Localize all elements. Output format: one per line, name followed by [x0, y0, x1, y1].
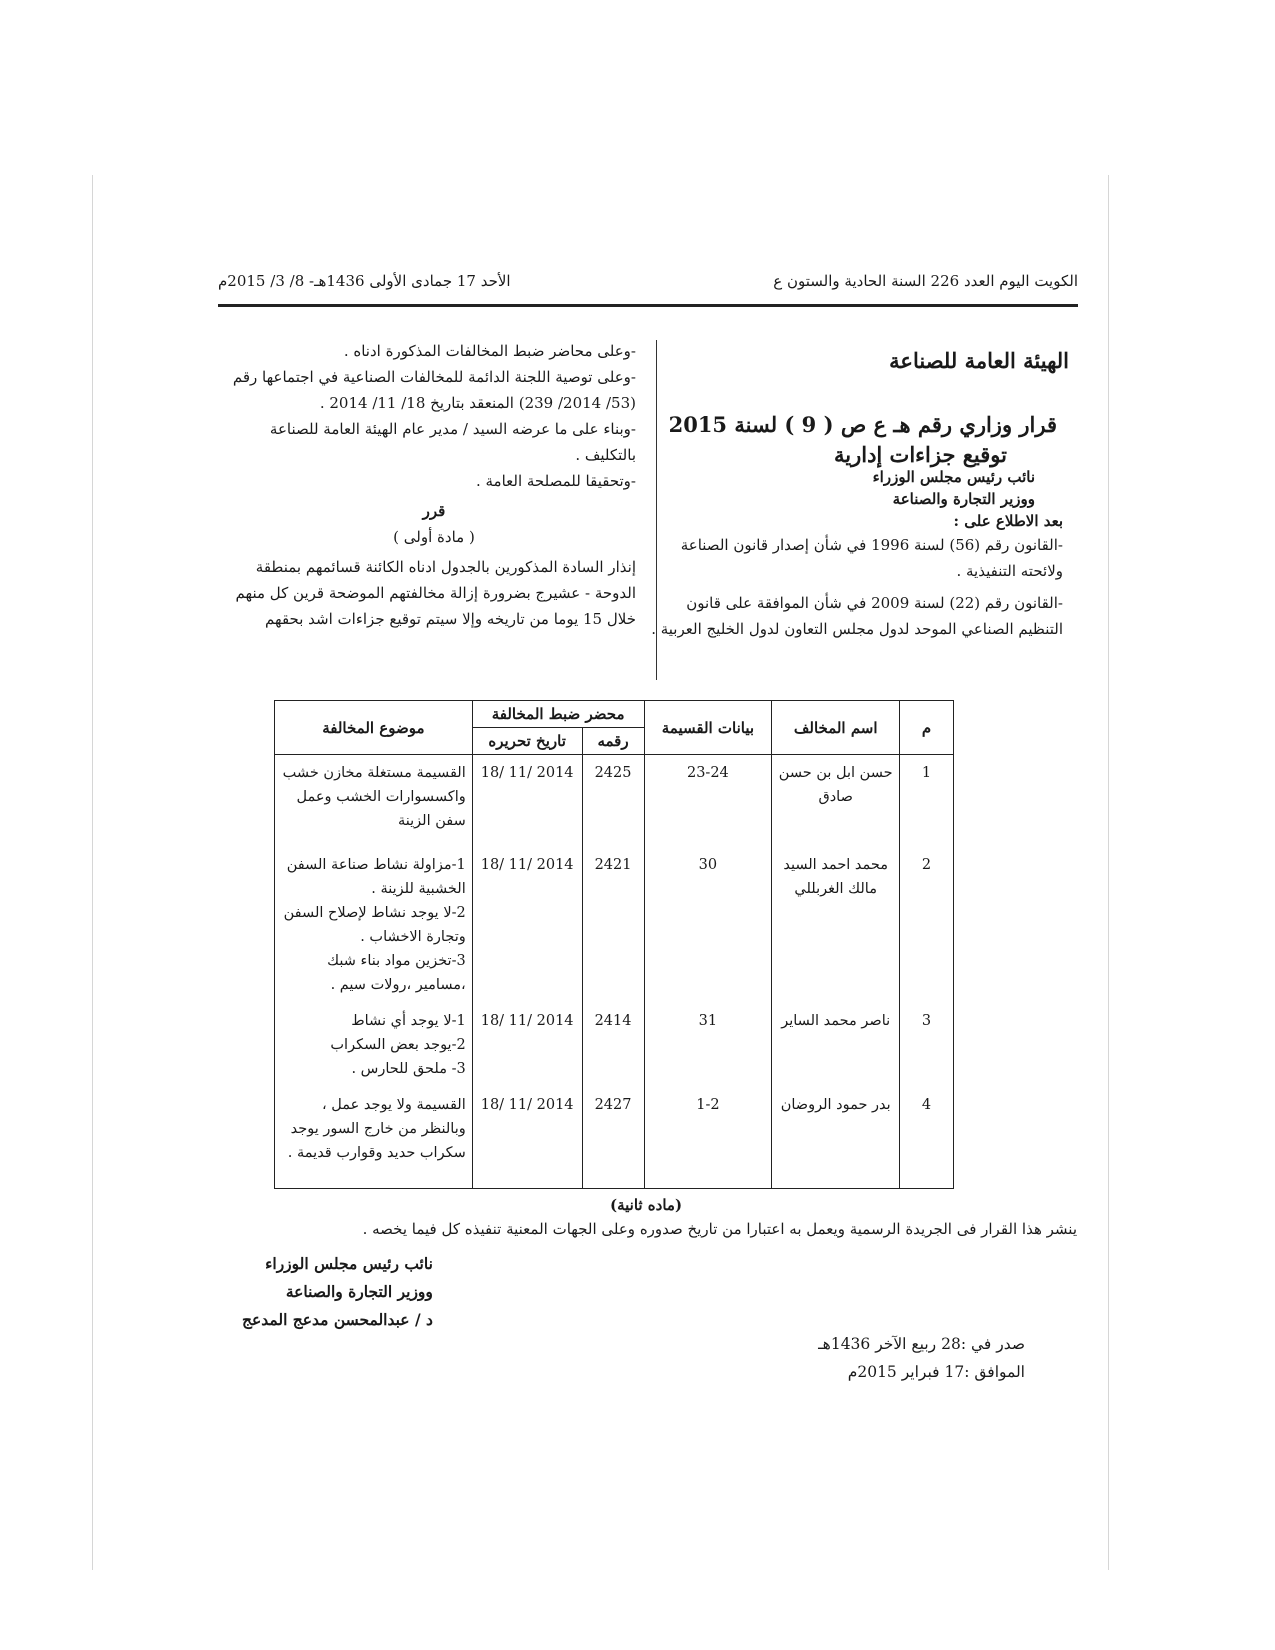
- cell-num: 1: [900, 755, 954, 847]
- issuer-line-2: ووزير التجارة والصناعة: [892, 490, 1035, 508]
- issued-gregorian: الموافق :17 فبراير 2015م: [847, 1363, 1025, 1381]
- preamble-item-2: -القانون رقم (22) لسنة 2009 في شأن الموافقة على قانون التنظيم الصناعي الموحد لدول مجلس التعاون لدول الخليج العربية .: [651, 594, 1063, 638]
- issued-hijri: صدر في :28 ربيع الآخر 1436هـ: [818, 1335, 1025, 1353]
- header-issue-info: الكويت اليوم العدد 226 السنة الحادية والستون ع: [773, 272, 1078, 290]
- col-header-name: اسم المخالف: [772, 701, 900, 755]
- col-header-num: م: [900, 701, 954, 755]
- cell-subject: [275, 847, 473, 1003]
- decree-subtitle: توقيع جزاءات إدارية: [833, 442, 1007, 467]
- table-row: [275, 847, 954, 1003]
- col-header-record-no: رقمه: [582, 728, 644, 755]
- violations-table: [274, 700, 954, 1189]
- cell-num: 2: [900, 847, 954, 1003]
- cell-subject: [275, 1003, 473, 1087]
- authority-name: الهيئة العامة للصناعة: [889, 348, 1069, 373]
- cell-record-no: 2427: [582, 1087, 644, 1189]
- col-header-record: محضر ضبط المخالفة: [472, 701, 644, 728]
- preamble-item-1: -القانون رقم (56) لسنة 1996 في شأن إصدار قانون الصناعة ولائحته التنفيذية .: [680, 536, 1063, 580]
- cell-subject: [275, 755, 473, 847]
- header-rule: [218, 304, 1078, 307]
- col-header-plot: بيانات القسيمة: [644, 701, 772, 755]
- cell-num: 4: [900, 1087, 954, 1189]
- col-header-record-date: تاريخ تحريره: [472, 728, 582, 755]
- closing-signature: [242, 1250, 433, 1334]
- cell-record-date: 18/ 11/ 2014: [472, 847, 582, 1003]
- cell-name: حسن ابل بن حسن صادق: [772, 755, 900, 847]
- table-row: [275, 755, 954, 847]
- review-heading: بعد الاطلاع على :: [953, 512, 1063, 530]
- issue-date-block: [818, 1330, 1025, 1386]
- subject-line: 1-مزاولة نشاط صناعة السفن الخشبية للزينة .: [286, 856, 466, 897]
- signature-line-2: ووزير التجارة والصناعة: [285, 1282, 433, 1301]
- decree-title: قرار وزاري رقم هـ ع ص ( 9 ) لسنة 2015: [668, 412, 1057, 437]
- preamble-left-1: -وعلى محاضر ضبط المخالفات المذكورة ادناه .: [343, 342, 636, 360]
- signature-line-1: نائب رئيس مجلس الوزراء: [265, 1254, 433, 1273]
- preamble-left-3: -وبناء على ما عرضه السيد / مدير عام الهيئة العامة للصناعة بالتكليف .: [269, 420, 636, 464]
- left-column: [232, 338, 636, 632]
- cell-name: بدر حمود الروضان: [772, 1087, 900, 1189]
- article-2-heading: (ماده ثانية): [610, 1196, 683, 1214]
- col-header-subject: موضوع المخالفة: [275, 701, 473, 755]
- signature-name: د / عبدالمحسن مدعج المدعج: [242, 1310, 433, 1329]
- issuer-line-1: نائب رئيس مجلس الوزراء: [872, 468, 1035, 486]
- subject-line: 2-لا يوجد نشاط لإصلاح السفن وتجارة الاخشاب .: [283, 904, 466, 945]
- article-2-text: ينشر هذا القرار فى الجريدة الرسمية ويعمل به اعتبارا من تاريخ صدوره وعلى الجهات المعنية تنفيذه كل فيما يخصه .: [362, 1220, 1077, 1238]
- cell-record-no: 2425: [582, 755, 644, 847]
- subject-line: القسيمة مستغلة مخازن خشب واكسسوارات الخشب وعمل سفن الزينة: [282, 765, 466, 829]
- page-edge-right: [1108, 175, 1109, 1570]
- page-edge-left: [92, 175, 93, 1570]
- preamble-left-2: -وعلى توصية اللجنة الدائمة للمخالفات الصناعية في اجتماعها رقم (53/ 2014/ 239) المنعقد بتاريخ 18/ 11/ 2014 .: [232, 368, 636, 412]
- cell-plot: 30: [644, 847, 772, 1003]
- cell-name: ناصر محمد الساير: [772, 1003, 900, 1087]
- subject-line: القسيمة ولا يوجد عمل ، وبالنظر من خارج السور يوجد سكراب حديد وقوارب قديمة .: [287, 1096, 466, 1161]
- cell-record-no: 2421: [582, 847, 644, 1003]
- decided-heading: قرر: [422, 502, 446, 520]
- cell-record-no: 2414: [582, 1003, 644, 1087]
- subject-line: 2-يوجد بعض السكراب: [330, 1036, 466, 1053]
- table-header-row: [275, 701, 954, 728]
- subject-line: 1-لا يوجد أي نشاط: [351, 1012, 466, 1029]
- gazette-header: [218, 272, 1078, 298]
- cell-plot: 1-2: [644, 1087, 772, 1189]
- cell-num: 3: [900, 1003, 954, 1087]
- table-row: [275, 1087, 954, 1189]
- cell-plot: 23-24: [644, 755, 772, 847]
- right-column: [643, 468, 1063, 642]
- article-1-heading: ( مادة أولى ): [393, 528, 475, 546]
- subject-line: 3-تخزين مواد بناء شبك ،مسامير ،رولات سيم .: [327, 952, 466, 993]
- cell-name: محمد احمد السيد مالك الغربللي: [772, 847, 900, 1003]
- cell-record-date: 18/ 11/ 2014: [472, 1087, 582, 1189]
- cell-plot: 31: [644, 1003, 772, 1087]
- header-date: الأحد 17 جمادى الأولى 1436هـ- 8/ 3/ 2015م: [218, 272, 511, 290]
- table-row: [275, 1003, 954, 1087]
- article-1-text: إنذار السادة المذكورين بالجدول ادناه الكائنة قسائمهم بمنطقة الدوحة - عشيرج بضرورة إزالة مخالفتهم الموضحة قرين كل منهم خلال 15 يوما من تاريخه وإلا سيتم توقيع جزاءات اشد بحقهم: [235, 558, 636, 628]
- preamble-left-4: -وتحقيقا للمصلحة العامة .: [475, 472, 636, 490]
- cell-record-date: 18/ 11/ 2014: [472, 755, 582, 847]
- cell-subject: [275, 1087, 473, 1189]
- subject-line: 3- ملحق للحارس .: [351, 1060, 466, 1077]
- cell-record-date: 18/ 11/ 2014: [472, 1003, 582, 1087]
